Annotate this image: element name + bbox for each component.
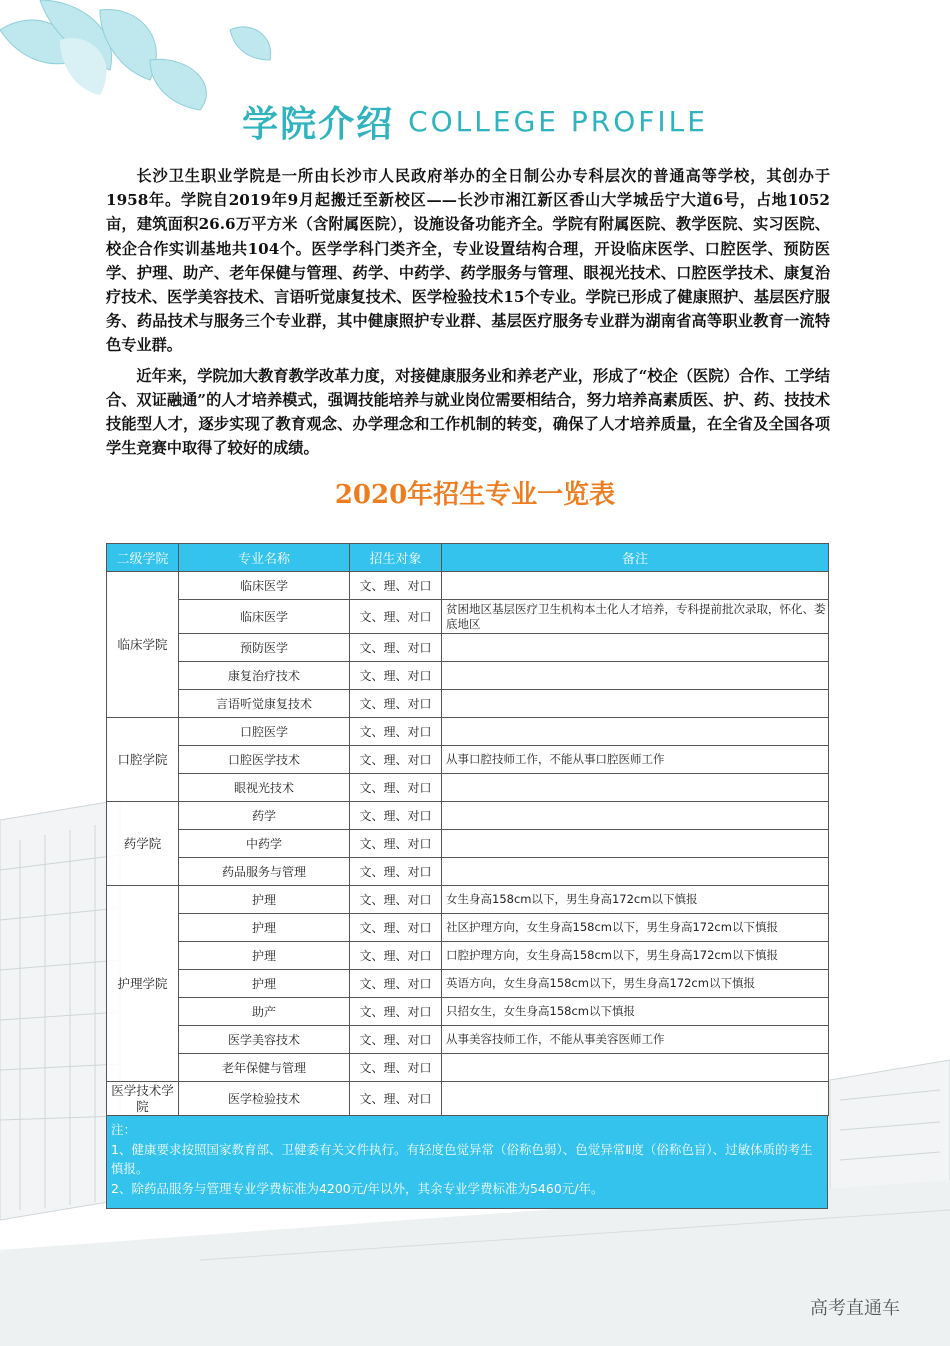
note-item: 2、除药品服务与管理专业学费标准为4200元/年以外，其余专业学费标准为5460元/年。: [111, 1180, 604, 1196]
table-row: [107, 690, 829, 718]
title-en: COLLEGE PROFILE: [408, 105, 708, 138]
table-row: [107, 746, 829, 774]
college-cell: 医学技术学院: [107, 1082, 179, 1116]
enrollment-table-wrap: [106, 543, 828, 1209]
target-cell: 文、理、对口: [350, 998, 442, 1026]
target-cell: 文、理、对口: [350, 830, 442, 858]
major-cell: 护理: [179, 914, 350, 942]
enrollment-table: [106, 543, 829, 1116]
table-row: [107, 1054, 829, 1082]
note-cell: 英语方向，女生身高158cm以下，男生身高172cm以下慎报: [442, 970, 829, 998]
target-cell: 文、理、对口: [350, 1026, 442, 1054]
note-cell: [442, 774, 829, 802]
major-cell: 眼视光技术: [179, 774, 350, 802]
note-cell: 社区护理方向，女生身高158cm以下，男生身高172cm以下慎报: [442, 914, 829, 942]
target-cell: 文、理、对口: [350, 718, 442, 746]
note-cell: 从事口腔技师工作，不能从事口腔医师工作: [442, 746, 829, 774]
major-cell: 药品服务与管理: [179, 858, 350, 886]
target-cell: 文、理、对口: [350, 942, 442, 970]
table-row: [107, 774, 829, 802]
college-cell: 临床学院: [107, 572, 179, 718]
college-intro: [106, 164, 830, 466]
major-cell: 临床医学: [179, 600, 350, 634]
note-cell: 只招女生，女生身高158cm以下慎报: [442, 998, 829, 1026]
major-cell: 药学: [179, 802, 350, 830]
target-cell: 文、理、对口: [350, 746, 442, 774]
target-cell: 文、理、对口: [350, 774, 442, 802]
target-cell: 文、理、对口: [350, 970, 442, 998]
header-major: 专业名称: [179, 544, 350, 572]
table-row: [107, 970, 829, 998]
college-cell: 药学院: [107, 802, 179, 886]
intro-paragraph: 近年来，学院加大教育教学改革力度，对接健康服务业和养老产业，形成了“校企（医院）合作、工学结合、双证融通”的人才培养模式，强调技能培养与就业岗位需要相结合，努力培养高素质医、护、药、技技术技能型人才，逐步实现了教育观念、办学理念和工作机制的转变，确保了人才培养质量，在全省及全国各项学生竞赛中取得了较好的成绩。: [106, 366, 830, 458]
header-target: 招生对象: [350, 544, 442, 572]
major-cell: 老年保健与管理: [179, 1054, 350, 1082]
table-row: [107, 886, 829, 914]
note-cell: [442, 662, 829, 690]
note-cell: [442, 718, 829, 746]
table-row: [107, 802, 829, 830]
table-header-row: [107, 544, 829, 572]
table-title: 2020年招生专业一览表: [334, 480, 616, 510]
note-cell: [442, 858, 829, 886]
major-cell: 临床医学: [179, 572, 350, 600]
note-cell: 贫困地区基层医疗卫生机构本土化人才培养，专科提前批次录取，怀化、娄底地区: [442, 600, 829, 634]
target-cell: 文、理、对口: [350, 858, 442, 886]
table-row: [107, 634, 829, 662]
table-row: [107, 718, 829, 746]
table-row: [107, 1026, 829, 1054]
major-cell: 言语听觉康复技术: [179, 690, 350, 718]
table-notes: [106, 1116, 828, 1209]
header-note: 备注: [442, 544, 829, 572]
title-cn: 学院介绍: [242, 104, 395, 145]
note-cell: [442, 634, 829, 662]
note-cell: 从事美容技师工作，不能从事美容医师工作: [442, 1026, 829, 1054]
major-cell: 中药学: [179, 830, 350, 858]
note-item: 1、健康要求按照国家教育部、卫健委有关文件执行。有轻度色觉异常（俗称色弱）、色觉异常Ⅱ度（俗称色盲）、过敏体质的考生慎报。: [111, 1141, 813, 1176]
note-cell: [442, 690, 829, 718]
major-cell: 护理: [179, 942, 350, 970]
note-cell: 女生身高158cm以下，男生身高172cm以下慎报: [442, 886, 829, 914]
table-row: [107, 942, 829, 970]
major-cell: 医学美容技术: [179, 1026, 350, 1054]
major-cell: 口腔医学: [179, 718, 350, 746]
target-cell: 文、理、对口: [350, 886, 442, 914]
table-row: [107, 572, 829, 600]
target-cell: 文、理、对口: [350, 662, 442, 690]
major-cell: 助产: [179, 998, 350, 1026]
note-cell: [442, 572, 829, 600]
major-cell: 医学检验技术: [179, 1082, 350, 1116]
target-cell: 文、理、对口: [350, 690, 442, 718]
watermark: 高考直通车: [810, 1298, 900, 1319]
target-cell: 文、理、对口: [350, 572, 442, 600]
intro-paragraph: 长沙卫生职业学院是一所由长沙市人民政府举办的全日制公办专科层次的普通高等学校，其创办于1958年。学院自2019年9月起搬迁至新校区——长沙市湘江新区香山大学城岳宁大道6号，占地1052亩，建筑面积26.6万平方米（含附属医院），设施设备功能齐全。学院有附属医院、教学医院、实习医院、校企合作实训基地共104个。医学学科门类齐全，专业设置结构合理，开设临床医学、口腔医学、预防医学、护理、助产、老年保健与管理、药学、中药学、药学服务与管理、眼视光技术、口腔医学技术、康复治疗技术、医学美容技术、言语听觉康复技术、医学检验技术15个专业。学院已形成了健康照护、基层医疗服务、药品技术与服务三个专业群，其中健康照护专业群、基层医疗服务专业群为湖南省高等职业教育一流特色专业群。: [106, 167, 830, 355]
table-row: [107, 830, 829, 858]
table-row: [107, 998, 829, 1026]
table-row: [107, 858, 829, 886]
target-cell: 文、理、对口: [350, 1054, 442, 1082]
college-cell: 口腔学院: [107, 718, 179, 802]
table-row: [107, 662, 829, 690]
target-cell: 文、理、对口: [350, 1082, 442, 1116]
major-cell: 护理: [179, 970, 350, 998]
table-row: [107, 600, 829, 634]
note-cell: 口腔护理方向，女生身高158cm以下，男生身高172cm以下慎报: [442, 942, 829, 970]
target-cell: 文、理、对口: [350, 600, 442, 634]
target-cell: 文、理、对口: [350, 914, 442, 942]
note-cell: [442, 1082, 829, 1116]
target-cell: 文、理、对口: [350, 634, 442, 662]
table-row: [107, 914, 829, 942]
note-cell: [442, 1054, 829, 1082]
major-cell: 康复治疗技术: [179, 662, 350, 690]
table-row: [107, 1082, 829, 1116]
note-cell: [442, 802, 829, 830]
major-cell: 护理: [179, 886, 350, 914]
college-cell: 护理学院: [107, 886, 179, 1082]
note-cell: [442, 830, 829, 858]
target-cell: 文、理、对口: [350, 802, 442, 830]
major-cell: 预防医学: [179, 634, 350, 662]
notes-label: 注：: [111, 1122, 137, 1137]
major-cell: 口腔医学技术: [179, 746, 350, 774]
header-college: 二级学院: [107, 544, 179, 572]
page-header: [0, 96, 950, 147]
